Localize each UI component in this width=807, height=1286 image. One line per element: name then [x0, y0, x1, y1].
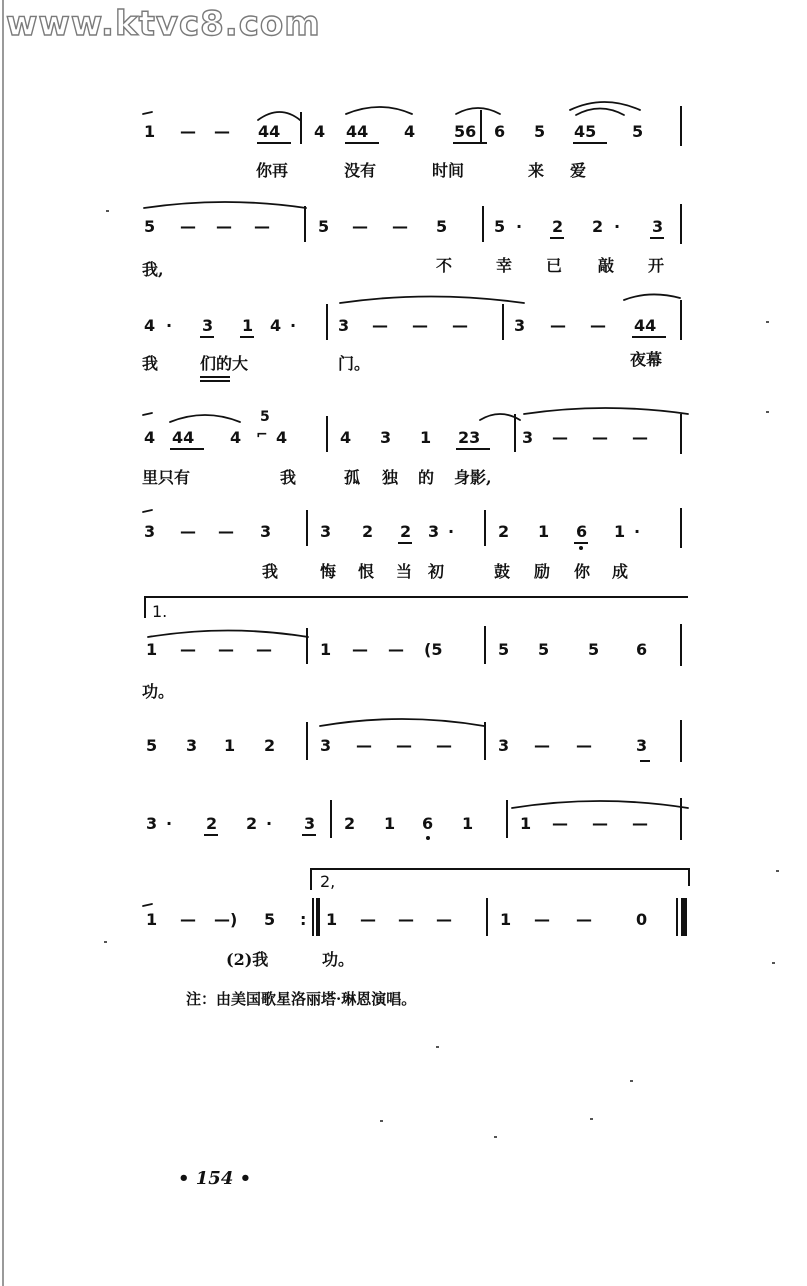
note-r4-3: 3 [380, 428, 392, 447]
note-r4-1: 1 [420, 428, 432, 447]
note-r5-3c: 3 [320, 522, 332, 541]
lyric-r4-3: 孤 [344, 468, 361, 487]
note-r7-d5: — [576, 736, 592, 755]
note-r5-6: 6 [576, 522, 588, 541]
note-r2-2b: 2 [592, 217, 604, 236]
note-r5-dot: · [448, 522, 455, 541]
grace-mark: ⌐ [256, 427, 268, 443]
performer-note: 注：由美国歌星洛丽塔·琳恩演唱。 [186, 990, 417, 1008]
lyric-r9-1: (2)我 [226, 950, 269, 969]
note-r8-d1: — [552, 814, 568, 833]
lyric-r5-2: 悔 [320, 562, 337, 581]
underline [398, 542, 412, 544]
barline [306, 722, 308, 760]
note-r2-5c: 5 [436, 217, 448, 236]
note-r5-2c: 2 [498, 522, 510, 541]
note-r2-5: 5 [144, 217, 156, 236]
note-r3-44: 44 [634, 316, 657, 335]
note-r4-d1: — [552, 428, 568, 447]
lyric-r1-5: 爱 [570, 161, 587, 180]
lyric-r1-2: 没有 [344, 161, 377, 180]
underline [640, 760, 650, 762]
note-r8-1c: 1 [520, 814, 532, 833]
note-r9-d7: — [576, 910, 592, 929]
note-r8-1: 1 [384, 814, 396, 833]
note-r3-3c: 3 [514, 316, 526, 335]
note-r9-d5: — [436, 910, 452, 929]
note-r2-2a: 2 [552, 217, 564, 236]
underline [573, 142, 607, 144]
volta-1-label: 1. [152, 602, 168, 621]
note-r3-4: 4 [144, 316, 156, 335]
note-r6-1: 1 [146, 640, 158, 659]
barline [480, 110, 482, 144]
note-r8-d3: — [632, 814, 648, 833]
underline [345, 142, 379, 144]
barline [502, 304, 504, 340]
volta-1-bracket [144, 596, 688, 598]
speck [766, 321, 769, 323]
note-r6-d4: — [352, 640, 368, 659]
note-r6-5b: 5 [538, 640, 550, 659]
underline [574, 542, 588, 544]
note-r4-d3: — [632, 428, 648, 447]
lyric-r5-6: 鼓 [494, 562, 511, 581]
note-r7-3b: 3 [320, 736, 332, 755]
lyric-r3-4: 夜幕 [630, 350, 663, 369]
lyric-r2-6: 开 [648, 256, 665, 275]
note-r2-dot2: · [614, 217, 621, 236]
barline [486, 898, 488, 936]
note-r6-6: 6 [636, 640, 648, 659]
note-r8-2a: 2 [206, 814, 218, 833]
note-r7-d3: — [436, 736, 452, 755]
note-r4-23: 23 [458, 428, 481, 447]
lyric-r5-3: 恨 [358, 562, 375, 581]
note-r9-1c: 1 [500, 910, 512, 929]
note-r1-44b: 44 [346, 122, 369, 141]
note-r2-d5: — [392, 217, 408, 236]
lyric-r4-6: 身影, [454, 468, 492, 487]
note-r4-44: 44 [172, 428, 195, 447]
lyric-r3-1: 我 [142, 354, 159, 373]
note-r6-5a: 5 [498, 640, 510, 659]
note-r5-2b: 2 [400, 522, 412, 541]
lyric-r3-2: 们的大 [200, 354, 249, 373]
speck [766, 411, 769, 413]
barline [680, 798, 682, 840]
underline [204, 834, 218, 836]
grace-5: 5 [260, 409, 270, 425]
note-r6-d1: — [180, 640, 196, 659]
underline [456, 448, 490, 450]
lyric-r5-4: 当 [396, 562, 413, 581]
note-r5-2a: 2 [362, 522, 374, 541]
underline [650, 237, 664, 239]
speck [494, 1136, 497, 1138]
note-r3-dot1: · [166, 316, 173, 335]
note-r3-d1: — [372, 316, 388, 335]
note-r7-3d: 3 [636, 736, 648, 755]
note-r1-1: 1 [144, 122, 156, 141]
speck [772, 962, 775, 964]
note-r1-dash1: — [180, 122, 196, 141]
speck [106, 210, 109, 212]
barline [326, 304, 328, 340]
note-r5-3: 3 [144, 522, 156, 541]
lyric-r5-1: 我 [262, 562, 279, 581]
note-r4-d2: — [592, 428, 608, 447]
note-r2-d3: — [254, 217, 270, 236]
note-r7-2: 2 [264, 736, 276, 755]
lyric-r2-4: 已 [546, 256, 563, 275]
note-r1-56: 56 [454, 122, 477, 141]
barline [680, 204, 682, 244]
note-r9-d2: —) [214, 910, 238, 929]
note-r2-5d: 5 [494, 217, 506, 236]
note-r3-d5: — [590, 316, 606, 335]
note-r5-1b: 1 [614, 522, 626, 541]
note-r2-dot1: · [516, 217, 523, 236]
repeat-dots: : [300, 910, 307, 929]
note-r5-3b: 3 [260, 522, 272, 541]
volta-2-label: 2, [320, 872, 336, 891]
barline [506, 800, 508, 838]
barline [306, 628, 308, 664]
underline [240, 336, 254, 338]
note-r9-d3: — [360, 910, 376, 929]
note-r8-3: 3 [146, 814, 158, 833]
barline [680, 414, 682, 454]
note-r9-d6: — [534, 910, 550, 929]
lyric-r5-5: 初 [428, 562, 445, 581]
barline [482, 206, 484, 242]
note-r5-d2: — [218, 522, 234, 541]
note-r2-d2: — [216, 217, 232, 236]
note-r7-d4: — [534, 736, 550, 755]
lyric-r1-4: 来 [528, 161, 545, 180]
note-r9-0: 0 [636, 910, 648, 929]
lyric-r4-2: 我 [280, 468, 297, 487]
note-r6-d5: — [388, 640, 404, 659]
note-r4-4c: 4 [276, 428, 288, 447]
note-r2-d1: — [180, 217, 196, 236]
note-r1-4: 4 [314, 122, 326, 141]
note-r6-5c: 5 [588, 640, 600, 659]
note-r1-dash2: — [214, 122, 230, 141]
note-r4-4d: 4 [340, 428, 352, 447]
note-r5-1: 1 [538, 522, 550, 541]
note-r9-1: 1 [146, 910, 158, 929]
note-r6-d3: — [256, 640, 272, 659]
underline [170, 448, 204, 450]
volta-2-post [310, 868, 312, 890]
underline [302, 834, 316, 836]
note-r6-p5: (5 [424, 640, 443, 659]
note-r3-3b: 3 [338, 316, 350, 335]
lyric-r5-9: 成 [612, 562, 629, 581]
lyric-r4-5: 的 [418, 468, 435, 487]
lyric-r6-1: 功。 [142, 682, 175, 701]
lyric-r1-3: 时间 [432, 161, 465, 180]
note-r3-d4: — [550, 316, 566, 335]
underline [550, 237, 564, 239]
note-r1-45: 45 [574, 122, 597, 141]
note-r1-6: 6 [494, 122, 506, 141]
barline [514, 414, 516, 452]
watermark: www.ktvc8.com [6, 4, 321, 44]
note-r3-d2: — [412, 316, 428, 335]
volta-1-post [144, 596, 146, 618]
speck [104, 941, 107, 943]
note-r7-1: 1 [224, 736, 236, 755]
barline [304, 206, 306, 242]
speck [776, 870, 779, 872]
note-r9-d4: — [398, 910, 414, 929]
lyric-r5-8: 你 [574, 562, 591, 581]
lyric-r4-4: 独 [382, 468, 399, 487]
note-r1-44a: 44 [258, 122, 281, 141]
barline [484, 510, 486, 546]
note-r7-3: 3 [186, 736, 198, 755]
underline [257, 142, 291, 144]
lyric-r2-5: 敲 [598, 256, 615, 275]
note-r8-dot2: · [266, 814, 273, 833]
note-r2-d4: — [352, 217, 368, 236]
note-r9-1b: 1 [326, 910, 338, 929]
note-r3-3: 3 [202, 316, 214, 335]
note-r5-dot2: · [634, 522, 641, 541]
note-r8-1b: 1 [462, 814, 474, 833]
note-r2-3: 3 [652, 217, 664, 236]
note-r7-d1: — [356, 736, 372, 755]
underline [632, 336, 666, 338]
note-r3-d3: — [452, 316, 468, 335]
note-r3-4b: 4 [270, 316, 282, 335]
barline [680, 624, 682, 666]
note-r9-d1: — [180, 910, 196, 929]
speck [590, 1118, 593, 1120]
note-r3-dot2: · [290, 316, 297, 335]
page-number: • 154 • [178, 1168, 252, 1189]
lyric-r2-2: 不 [436, 256, 453, 275]
lyric-r3-3: 门。 [338, 354, 371, 373]
lyric-r2-1: 我, [142, 260, 164, 279]
volta-2-end [688, 868, 690, 886]
barline [484, 626, 486, 664]
note-r3-1: 1 [242, 316, 254, 335]
barline [680, 508, 682, 548]
underline [200, 336, 214, 338]
lyric-r4-1: 里只有 [142, 468, 191, 487]
barline [300, 112, 302, 144]
note-r7-d2: — [396, 736, 412, 755]
note-r4-4b: 4 [230, 428, 242, 447]
note-r8-3b: 3 [304, 814, 316, 833]
final-bar-thin [676, 898, 678, 936]
note-r8-d2: — [592, 814, 608, 833]
note-r2-5b: 5 [318, 217, 330, 236]
note-r6-d2: — [218, 640, 234, 659]
barline [484, 722, 486, 760]
note-r4-3b: 3 [522, 428, 534, 447]
note-r5-3d: 3 [428, 522, 440, 541]
barline [326, 416, 328, 452]
note-r7-5: 5 [146, 736, 158, 755]
repeat-bar-thin [312, 898, 314, 936]
barline [680, 300, 682, 340]
barline [306, 510, 308, 546]
lyric-r5-7: 励 [534, 562, 551, 581]
speck [436, 1046, 439, 1048]
page-edge [2, 0, 4, 1286]
final-bar-thick [681, 898, 687, 936]
note-r5-d1: — [180, 522, 196, 541]
note-r8-6: 6 [422, 814, 434, 833]
low-octave-dot [579, 546, 583, 550]
note-r6-1b: 1 [320, 640, 332, 659]
note-r1-4b: 4 [404, 122, 416, 141]
note-r1-5b: 5 [632, 122, 644, 141]
note-r9-5: 5 [264, 910, 276, 929]
note-r8-2c: 2 [344, 814, 356, 833]
note-r8-2b: 2 [246, 814, 258, 833]
barline [330, 800, 332, 838]
barline [680, 720, 682, 762]
repeat-bar-thick [316, 898, 320, 936]
low-octave-dot [426, 836, 430, 840]
note-r4-4: 4 [144, 428, 156, 447]
lyric-r9-2: 功。 [322, 950, 355, 969]
speck [380, 1120, 383, 1122]
barline [680, 106, 682, 146]
note-r1-5: 5 [534, 122, 546, 141]
note-r8-dot1: · [166, 814, 173, 833]
volta-2-bracket [310, 868, 690, 870]
note-r7-3c: 3 [498, 736, 510, 755]
underline [200, 380, 230, 382]
speck [630, 1080, 633, 1082]
lyric-r2-3: 幸 [496, 256, 513, 275]
lyric-r1-1: 你再 [256, 161, 289, 180]
underline [200, 376, 230, 378]
